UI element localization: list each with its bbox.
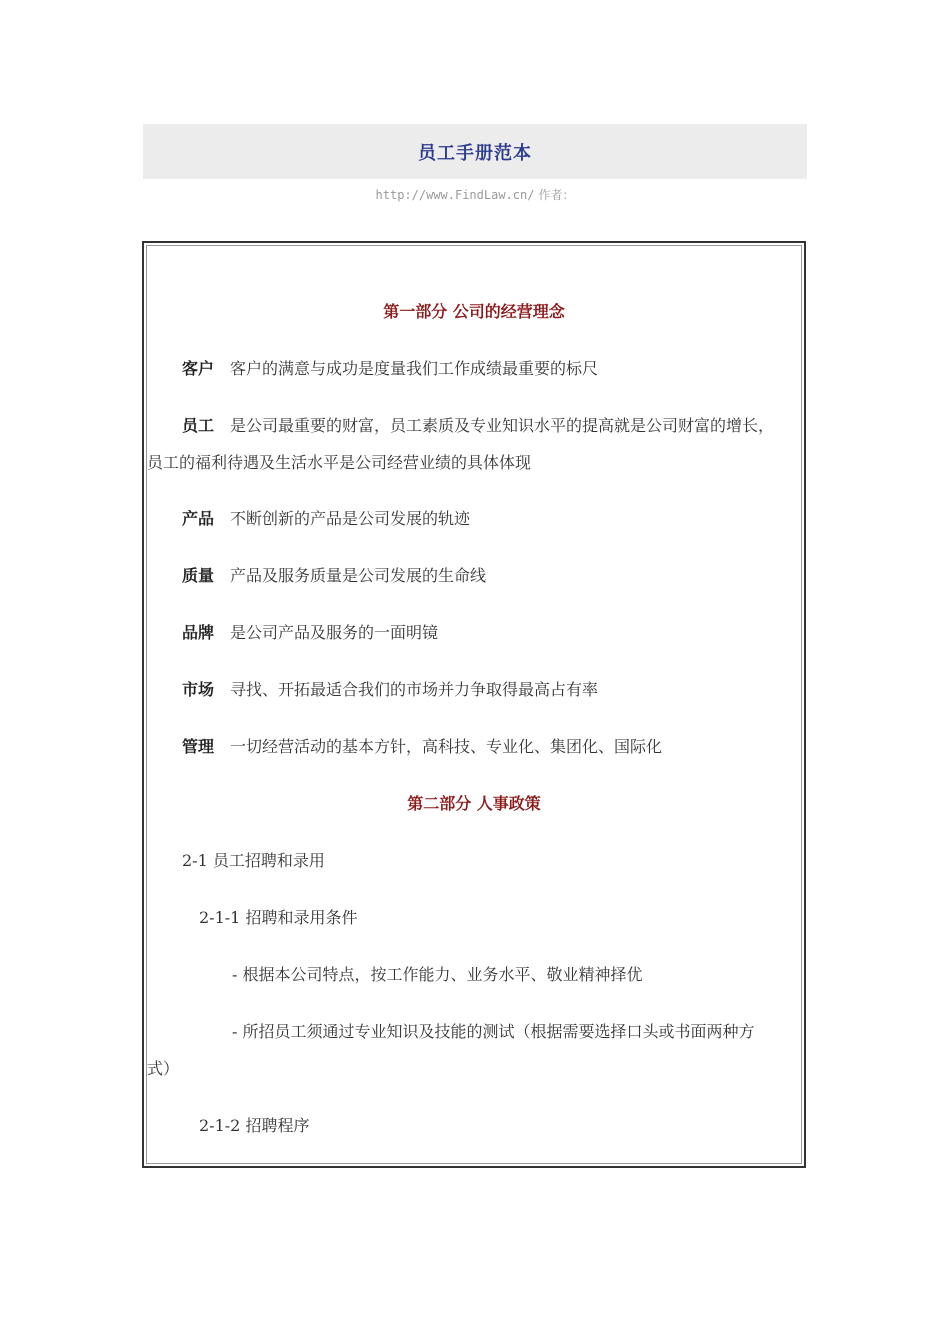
source-url[interactable]: http://www.FindLaw.cn/: [375, 188, 535, 202]
part2-heading: 第二部分 人事政策: [407, 794, 541, 813]
bullet-item: - 根据本公司特点，按工作能力、业务水平、敬业精神择优: [232, 965, 643, 984]
list-item: [149, 566, 799, 586]
page-title: 员工手册范本: [418, 142, 532, 164]
item-desc: 客户的满意与成功是度量我们工作成绩最重要的标尺: [230, 359, 599, 378]
item-desc: 一切经营活动的基本方针，高科技、专业化、集团化、国际化: [230, 737, 663, 756]
list-item: [149, 680, 799, 700]
item-term: 品牌: [182, 623, 215, 642]
list-item: [149, 737, 799, 757]
section-2-1: 2-1 员工招聘和录用: [182, 851, 325, 870]
list-item: [149, 416, 799, 436]
item-term: 管理: [182, 737, 215, 756]
source-line: [143, 186, 807, 203]
item-desc: 寻找、开拓最适合我们的市场并力争取得最高占有率: [230, 680, 599, 699]
list-item: [149, 359, 799, 379]
content-box: [142, 241, 806, 1168]
item-term: 员工: [182, 416, 215, 435]
item-term: 市场: [182, 680, 215, 699]
item-term: 产品: [182, 509, 215, 528]
section-2-1-1: 2-1-1 招聘和录用条件: [199, 908, 358, 927]
item-desc-continued: 员工的福利待遇及生活水平是公司经营业绩的具体体现: [147, 453, 532, 472]
bullet-item-continued: 式）: [147, 1059, 180, 1078]
item-desc: 不断创新的产品是公司发展的轨迹: [230, 509, 471, 528]
list-item: [149, 623, 799, 643]
item-term: 质量: [182, 566, 215, 585]
part1-heading: 第一部分 公司的经营理念: [383, 302, 565, 321]
bullet-item: - 所招员工须通过专业知识及技能的测试（根据需要选择口头或书面两种方: [232, 1022, 755, 1041]
item-desc: 产品及服务质量是公司发展的生命线: [230, 566, 487, 585]
list-item: [149, 509, 799, 529]
section-2-1-2: 2-1-2 招聘程序: [199, 1116, 310, 1135]
item-term: 客户: [182, 359, 215, 378]
item-desc: 是公司最重要的财富，员工素质及专业知识水平的提高就是公司财富的增长，: [230, 416, 775, 435]
item-desc: 是公司产品及服务的一面明镜: [230, 623, 439, 642]
title-bar: [143, 124, 807, 179]
author-label: 作者：: [538, 188, 575, 202]
